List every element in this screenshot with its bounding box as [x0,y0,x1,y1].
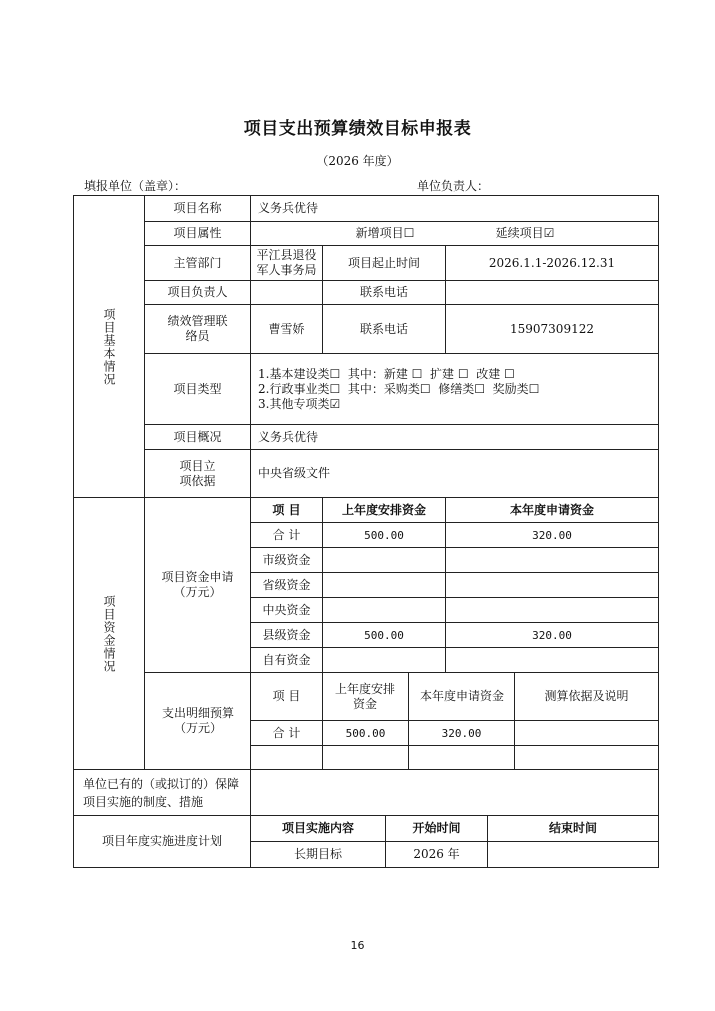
plan-label: 项目年度实施进度计划 [101,834,222,848]
funds-row-last [323,573,445,597]
type-line-1[interactable]: 1.基本建设类☐ 其中：新建 ☐ 扩建 ☐ 改建 ☐ [258,366,515,381]
period-label: 项目起止时间 [347,255,420,270]
plan-col-start: 开始时间 [412,821,461,835]
section-basic-label [74,196,144,497]
funds-col-this: 本年度申请资金 [509,502,594,517]
plan-col-end: 结束时间 [548,821,597,835]
funds-row-this [446,648,658,672]
type-line-3[interactable]: 3.其他专项类☑ [258,396,341,411]
detail-budget-label: 支出明细预算（万元） [161,706,234,735]
funds-row-name: 省级资金 [262,577,311,592]
funds-row-last [323,548,445,572]
form-title: 项目支出预算绩效目标申报表 [243,119,472,139]
funds-row-name: 县级资金 [262,627,311,642]
detail-total-last: 500.00 [345,726,386,740]
unit-owner-label: 单位负责人： [417,179,490,193]
funds-row-name: 自有资金 [262,652,311,667]
leader-label: 项目负责人 [167,285,228,299]
funds-row-name: 市级资金 [262,552,311,567]
fill-unit-label: 填报单位（盖章）： [84,179,187,193]
funds-col-item: 项 目 [272,502,301,517]
page-number: 16 [350,939,365,952]
funds-row-this [446,598,658,622]
funds-row-last: 500.00 [364,528,404,542]
section-basic-text: 项目基本情况 [102,307,116,386]
name-label: 项目名称 [173,201,222,215]
funds-row-last [323,598,445,622]
period-value: 2026.1.1-2026.12.31 [488,255,616,270]
detail-total-this: 320.00 [441,726,482,740]
dept-value: 平江县退役军人事务局 [256,248,317,277]
funds-row-name: 中央资金 [262,602,311,617]
form-year: （2026 年度） [316,154,399,168]
detail-total-name: 合 计 [272,725,301,740]
basis-value: 中央省级文件 [258,466,331,480]
dept-label: 主管部门 [173,255,222,270]
section-funds-text: 项目资金情况 [102,594,116,673]
phone-label: 联系电话 [359,285,408,299]
type-line-2[interactable]: 2.行政事业类☐ 其中：采购类☐ 修缮类☐ 奖励类☐ [258,381,540,396]
attr-new-checkbox[interactable]: 新增项目☐ [355,226,415,240]
type-label: 项目类型 [173,381,222,396]
plan-start: 2026 年 [413,847,460,861]
type-options [251,354,658,424]
overview-value: 义务兵优待 [258,429,319,444]
funds-row-this: 320.00 [532,628,572,642]
funds-row-this [446,573,658,597]
basis-label: 项目立项依据 [179,458,216,488]
funds-row-last [323,648,445,672]
detail-col-last: 上年度安排资金 [334,681,395,711]
detail-col-note: 测算依据及说明 [544,689,629,703]
funds-apply-label: 项目资金申请（万元） [161,570,234,599]
name-value: 义务兵优待 [258,201,319,215]
detail-col-item: 项 目 [272,689,301,703]
attr-continue-checkbox[interactable]: 延续项目☑ [495,226,555,240]
funds-row-this [446,548,658,572]
plan-col-content: 项目实施内容 [281,821,354,835]
perf-contact-label: 绩效管理联络员 [167,314,228,343]
funds-row-this: 320.00 [532,528,572,542]
policy-label: 单位已有的（或拟订的）保障项目实施的制度、措施 [83,776,240,809]
overview-label: 项目概况 [173,429,222,444]
plan-content: 长期目标 [293,847,342,861]
funds-col-last: 上年度安排资金 [341,502,426,517]
funds-row-last: 500.00 [364,628,404,642]
funds-row-name: 合 计 [272,527,301,542]
detail-col-this: 本年度申请资金 [420,689,505,703]
phone-value: 15907309122 [510,321,594,336]
phone-label-2: 联系电话 [359,321,408,336]
section-funds-label [74,498,144,769]
perf-contact-value: 曹雪娇 [268,321,305,336]
attr-label: 项目属性 [173,226,222,240]
